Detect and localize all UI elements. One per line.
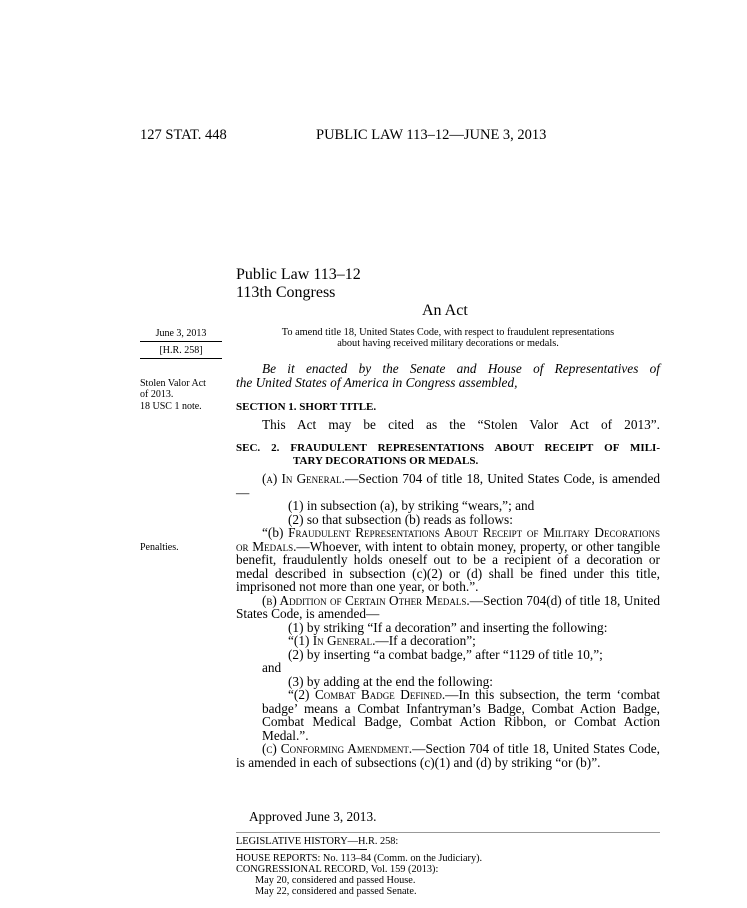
public-law-number: Public Law 113–12 xyxy=(236,266,361,283)
margin-date: June 3, 2013 xyxy=(155,328,207,339)
subsection-a xyxy=(236,472,660,499)
legislative-history-heading: LEGISLATIVE HISTORY—H.R. 258: xyxy=(236,836,399,847)
history-entry: May 20, considered and passed House. xyxy=(255,875,416,886)
section-2-heading-line: SEC. 2. FRAUDULENT REPRESENTATIONS ABOUT RECEIPT OF MILI- xyxy=(236,442,660,454)
subsection-b xyxy=(236,594,660,621)
margin-short-title-line: Stolen Valor Act xyxy=(140,378,206,389)
subsection-c-head: (c) Conforming Amendment. xyxy=(262,741,413,756)
history-entry: May 22, considered and passed Senate. xyxy=(255,886,417,897)
quoted-paragraph-2-head: Combat Badge Defined. xyxy=(314,687,446,702)
section-1-text: This Act may be cited as the “Stolen Valor Act of 2013”. xyxy=(262,417,660,432)
enacting-line: the United States of America in Congress assembled, xyxy=(236,374,518,390)
purpose-line: about having received military decorations or medals. xyxy=(337,338,559,349)
purpose-line: To amend title 18, United States Code, with respect to fraudulent representations xyxy=(281,327,615,338)
subsection-a-head: (a) In General. xyxy=(262,471,345,486)
quoted-paragraph-1-head: In General. xyxy=(312,633,376,648)
subsection-a-1: (1) in subsection (a), by striking “wears,”; and xyxy=(288,498,535,513)
margin-rule xyxy=(140,341,222,342)
quoted-paragraph-1-text: —If a decoration”; xyxy=(375,633,476,648)
quote-open: “(2) xyxy=(288,687,315,702)
history-rule xyxy=(236,832,660,833)
history-heading-underline xyxy=(236,849,367,850)
subsection-b-text: —Section 704(d) of title 18, United States Code, is amended— xyxy=(236,592,660,621)
subsection-a-2: (2) so that subsection (b) reads as follows: xyxy=(288,511,513,527)
section-1-heading: SECTION 1. SHORT TITLE. xyxy=(236,401,377,413)
approved-date: Approved June 3, 2013. xyxy=(249,809,377,824)
act-heading: An Act xyxy=(422,302,468,319)
congressional-record: CONGRESSIONAL RECORD, Vol. 159 (2013): xyxy=(236,864,439,875)
quote-open: “(1) xyxy=(288,633,313,648)
enacting-clause xyxy=(236,362,660,389)
subsection-b-2: (2) by inserting “a combat badge,” after “1129 of title 10,”; xyxy=(288,646,603,662)
quoted-subsection-b-text: —Whoever, with intent to obtain money, property, or other tangible benefit, fraudulently holds oneself out to be a recipient of a decoration or medal described in subsection (c)(2) or (d) shall be fined under this title, imprisoned not more than one year, or both.”. xyxy=(236,538,660,594)
house-reports: HOUSE REPORTS: No. 113–84 (Comm. on the Judiciary). xyxy=(236,853,483,864)
quoted-paragraph-2-text: —In this subsection, the term ‘combat badge’ means a Combat Infantryman’s Badge, Combat Action Badge, Combat Medical Badge, Combat Action Ribbon, or Combat Action Medal.”. xyxy=(262,687,661,743)
enacting-line: Be it enacted by the Senate and House of Representatives of xyxy=(262,361,660,376)
quoted-paragraph-2 xyxy=(262,688,660,742)
legislative-history xyxy=(236,853,482,897)
page-number: 127 STAT. 448 xyxy=(140,127,227,143)
margin-bill: [H.R. 258] xyxy=(159,345,203,356)
subsection-b-2-and: and xyxy=(262,660,282,675)
section-2-body xyxy=(236,472,660,769)
quoted-subsection-b-head: Fraudulent Representations About Receipt of Military Decorations or Medals. xyxy=(236,525,660,554)
subsection-b-head: (b) Addition of Certain Other Medals. xyxy=(262,592,470,608)
quoted-paragraph-1 xyxy=(236,634,660,648)
quoted-subsection-b xyxy=(236,526,660,594)
congress-number: 113th Congress xyxy=(236,284,336,301)
margin-usc-note: 18 USC 1 note. xyxy=(140,401,202,412)
section-2-heading-line: TARY DECORATIONS OR MEDALS. xyxy=(293,455,479,467)
running-head: PUBLIC LAW 113–12—JUNE 3, 2013 xyxy=(316,127,547,143)
section-2-heading xyxy=(236,442,660,468)
margin-short-title-line: of 2013. xyxy=(140,389,174,400)
act-purpose xyxy=(236,327,660,349)
subsection-c xyxy=(236,742,660,769)
subsection-b-1: (1) by striking “If a decoration” and inserting the following: xyxy=(288,619,608,635)
margin-penalties: Penalties. xyxy=(140,542,179,553)
margin-rule xyxy=(140,358,222,359)
subsection-a-text: —Section 704 of title 18, United States Code, is amended— xyxy=(236,471,660,500)
subsection-c-text: —Section 704 of title 18, United States Code, is amended in each of subsections (c)(1) and (d) by striking “or (b)”. xyxy=(236,741,660,770)
margin-short-title xyxy=(140,378,206,412)
subsection-b-3: (3) by adding at the end the following: xyxy=(288,673,493,689)
quote-open: “(b) xyxy=(262,525,289,540)
